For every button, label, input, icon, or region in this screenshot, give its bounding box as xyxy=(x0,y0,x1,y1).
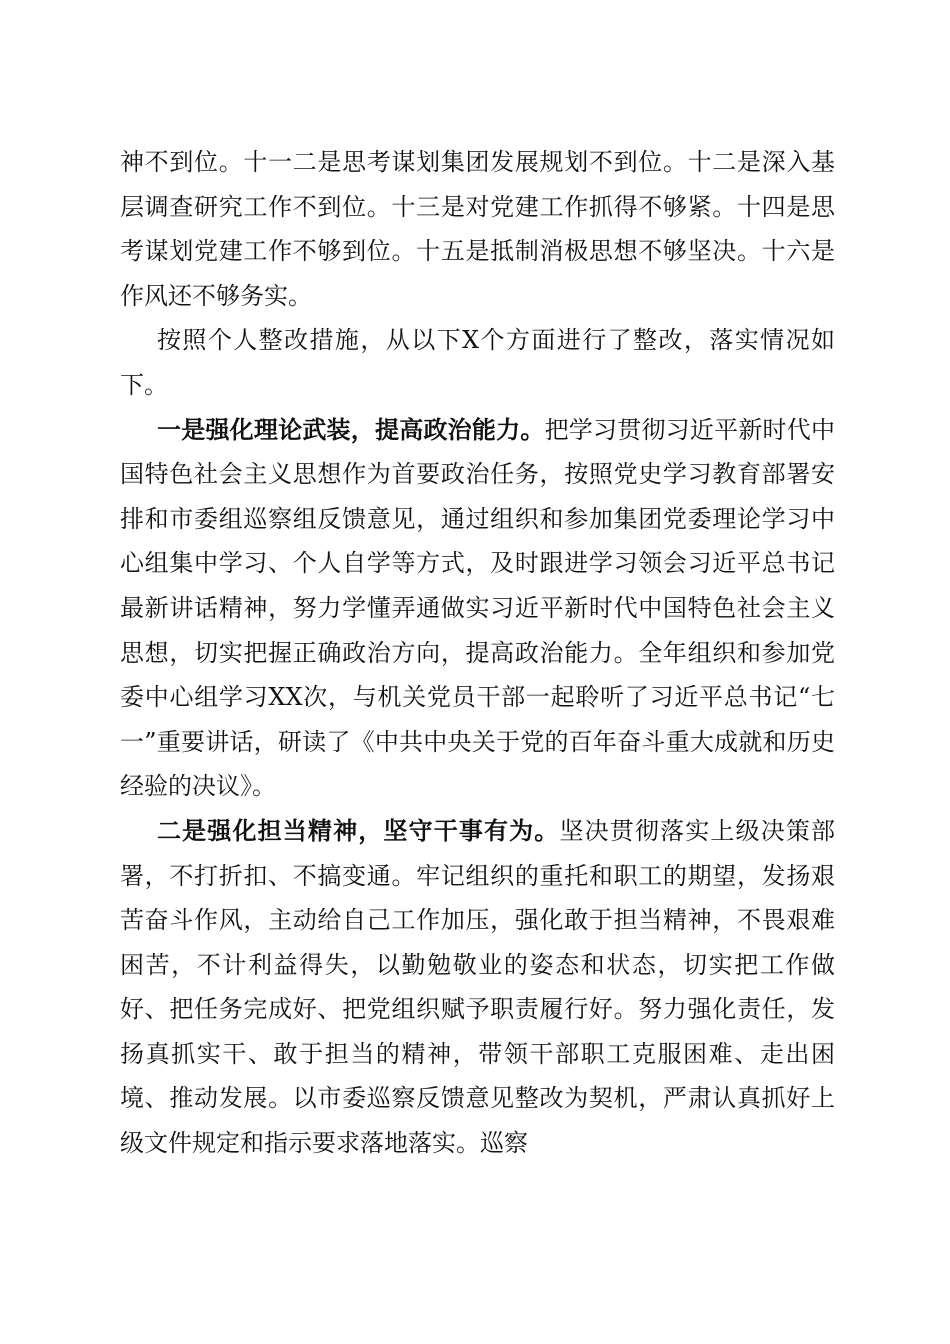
paragraph-intro xyxy=(120,318,835,407)
paragraph-text: 把学习贯彻习近平新时代中国特色社会主义思想作为首要政治任务，按照党史学习教育部署安排和市委组巡察组反馈意见，通过组织和参加集团党委理论学习中心组集中学习、个人自学等方式，及时跟进学习领会习近平总书记最新讲话精神，努力学懂弄通做实习近平新时代中国特色社会主义思想，切实把握正确政治方向，提高政治能力。全年组织和参加党委中心组学习XX次，与机关党员干部一起聆听了习近平总书记“七一”重要讲话，研读了《中共中央关于党的百年奋斗重大成就和历史经验的决议》。 xyxy=(120,415,836,801)
document-body xyxy=(120,140,835,1166)
paragraph-text: 神不到位。十一二是思考谋划集团发展规划不到位。十二是深入基层调查研究工作不到位。十三是对党建工作抓得不够紧。十四是思考谋划党建工作不够到位。十五是抵制消极思想不够坚决。十六是作风还不够务实。 xyxy=(120,148,835,310)
paragraph-text: 按照个人整改措施，从以下X个方面进行了整改，落实情况如下。 xyxy=(120,326,835,399)
paragraph-continuation xyxy=(120,140,835,318)
paragraph-heading: 一是强化理论武装，提高政治能力。 xyxy=(157,414,545,444)
paragraph-text: 坚决贯彻落实上级决策部署，不打折扣、不搞变通。牢记组织的重托和职工的期望，发扬艰苦奋斗作风，主动给自己工作加压，强化敢于担当精神，不畏艰难困苦，不计利益得失，以勤勉敬业的姿态和状态，切实把工作做好、把任务完成好、把党组织赋予职责履行好。努力强化责任，发扬真抓实干、敢于担当的精神，带领干部职工克服困难、走出困境、推动发展。以市委巡察反馈意见整改为契机，严肃认真抓好上级文件规定和指示要求落地落实。巡察 xyxy=(120,816,836,1158)
paragraph-measure-one xyxy=(120,408,835,809)
paragraph-heading: 二是强化担当精神，坚守干事有为。 xyxy=(157,815,560,845)
paragraph-measure-two xyxy=(120,809,835,1166)
